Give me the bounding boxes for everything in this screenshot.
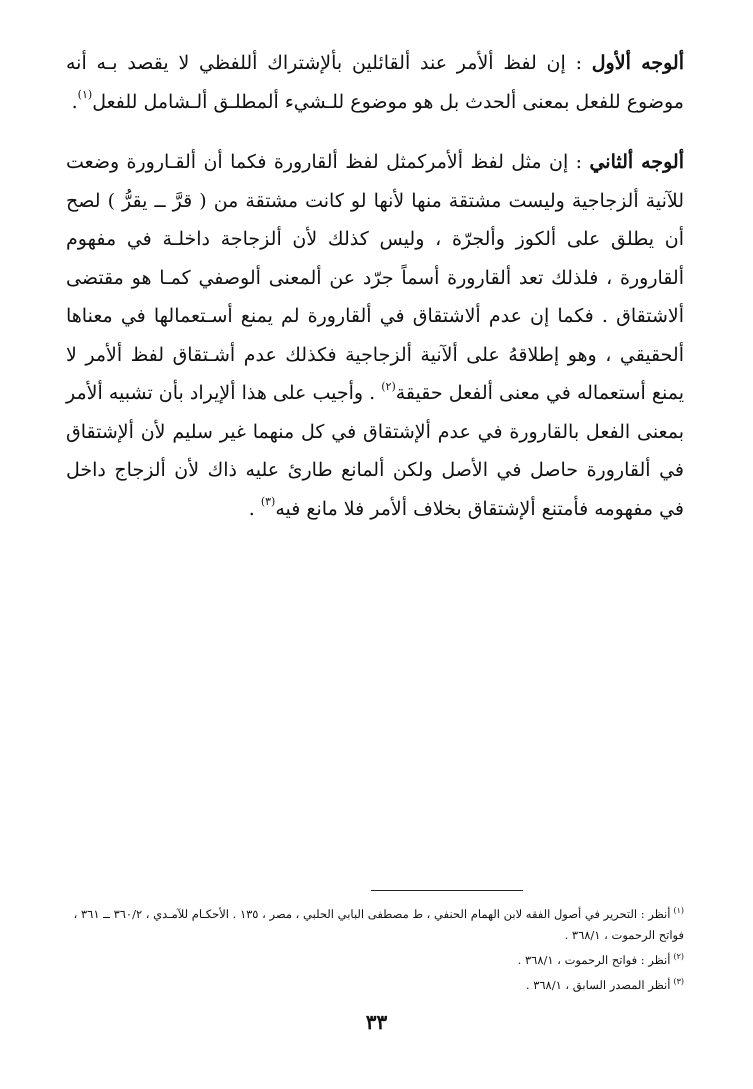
paragraph-first-aspect bbox=[66, 44, 684, 121]
paragraph-heading: ألوجه ألأول bbox=[591, 52, 685, 74]
footnote-number: (٣) bbox=[673, 976, 684, 986]
footnote-text: أنظر : فواتح الرحموت ، ٣٦٨/١ . bbox=[517, 952, 671, 967]
footnote-item bbox=[66, 946, 684, 971]
paragraph-tail: . bbox=[71, 90, 78, 113]
footnote-separator bbox=[371, 890, 523, 891]
footnote-number: (١) bbox=[673, 906, 684, 915]
page-number: ٣٣ bbox=[365, 1010, 388, 1034]
footnote-item bbox=[66, 971, 684, 996]
paragraph-text: : إن مثل لفظ ألأمركمثل لفظ ألقارورة فكما أن ألقـارورة وضعت للآنية ألزجاجية وليست مشتقة منها لأنها لو كانت مشتقة من ( قرَّ ــ يقرُّ ) لصح أن يطلق على ألكوز وألجرّة ، وليس كذلك لأن ألزجاجة داخلـة في مفهوم ألقارورة ، فلذلك تعد ألقارورة أسماً جرّد عن ألمعنى ألوصفي كمـا هو مقتضى ألاشتقاق . فكما إن عدم ألاشتقاق في ألقارورة لم يمنع أسـتعمالها في معناها ألحقيقي ، وهو إطلاقهُ على ألآنية ألزجاجية فكذلك عدم أشـتقاق لفظ ألأمر لا يمنع أستعماله في معنى ألفعل حقيقة bbox=[66, 151, 684, 404]
footnote-item bbox=[66, 900, 684, 946]
footnote-ref: (٢) bbox=[381, 379, 396, 393]
main-text bbox=[66, 44, 684, 550]
footnote-ref: (٣) bbox=[260, 495, 276, 509]
paragraph-text-continued: . وأجيب على هذا ألإيراد بأن تشبيه ألأمر بمعنى الفعل بالقارورة في عدم ألإشتقاق في كل منهما غير سليم لأن ألإشتقاق في ألقارورة حاصل في الأصل ولكن ألمانع طارئ عليه ذاك لأن ألزجاج داخل في مفهومه فأمتنع ألإشتقاق بخلاف ألأمر فلا مانع فيه bbox=[66, 382, 684, 520]
paragraph-text: : إن لفظ ألأمر عند ألقائلين بألإشتراك أللفظي لا يقصد بـه أنه موضوع للفعل بمعنى ألحدث بل هو موضوع للـشيء ألمطلـق ألـشامل للفعل bbox=[66, 52, 684, 113]
footnotes bbox=[66, 900, 684, 995]
footnote-text: أنظر المصدر السابق ، ٣٦٨/١ . bbox=[525, 977, 671, 992]
footnote-number: (٢) bbox=[673, 951, 684, 961]
paragraph-heading: ألوجه ألثاني bbox=[589, 151, 684, 173]
footnote-text: أنظر : التحرير في أصول الفقه لابن الهمام الحنفي ، ط مصطفى البابي الحلبي ، مصر ، ١٣٥ . الأحكـام للآمـدي ، ٣٦٠/٢ ــ ٣٦١ ، فواتح الرحموت ، ٣٦٨/١ . bbox=[73, 906, 684, 942]
paragraph-second-aspect bbox=[66, 143, 684, 528]
footnote-ref: (١) bbox=[77, 88, 93, 102]
paragraph-tail: . bbox=[248, 497, 261, 520]
